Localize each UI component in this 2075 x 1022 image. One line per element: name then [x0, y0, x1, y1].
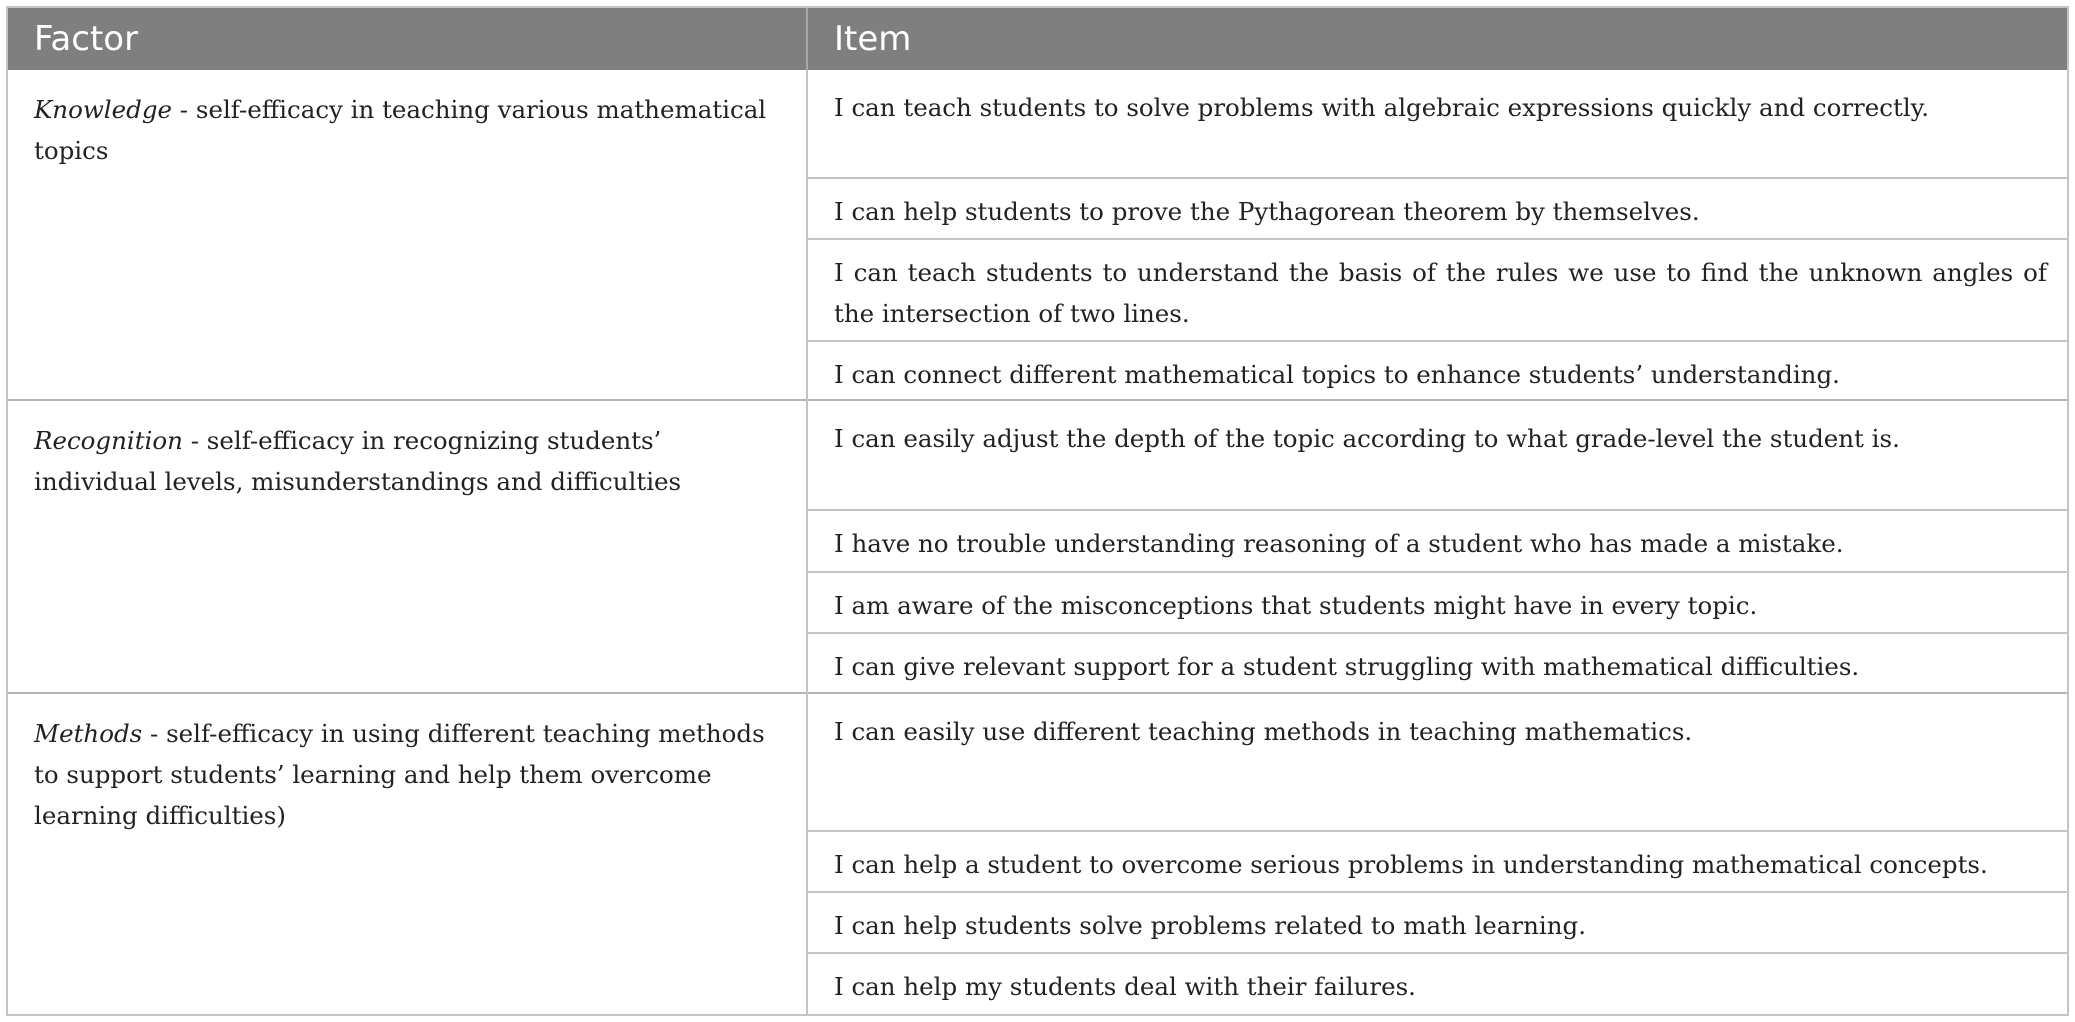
- header-factor: Factor: [34, 19, 139, 59]
- factor-name: Recognition: [34, 426, 183, 455]
- item-cell: I can connect different mathematical topics to enhance students’ understanding.: [808, 340, 2069, 400]
- factor-description: - self-efficacy in teaching various mathematical topics: [34, 95, 767, 165]
- item-cell: I can help a student to overcome serious problems in understanding mathematical concepts.: [808, 830, 2069, 891]
- header-divider: [806, 8, 808, 70]
- item-cell: I can help students to prove the Pythagorean theorem by themselves.: [808, 177, 2069, 238]
- table-header: [8, 8, 2067, 70]
- item-cell: I can easily adjust the depth of the topic according to what grade-level the student is.: [834, 424, 1900, 453]
- item-cell: I can help my students deal with their failures.: [808, 952, 2069, 1014]
- column-divider: [806, 70, 808, 1014]
- item-cell: I can teach students to understand the basis of the rules we use to find the unknown angles of the intersection of two lines.: [808, 238, 2069, 340]
- factor-cell: [34, 420, 784, 502]
- factor-cell: [34, 713, 784, 836]
- item-cell: I can easily use different teaching methods in teaching mathematics.: [834, 717, 1693, 746]
- factor-name: Methods: [34, 719, 143, 748]
- item-cell: I am aware of the misconceptions that students might have in every topic.: [808, 571, 2069, 632]
- item-cell: I can help students solve problems related to math learning.: [808, 891, 2069, 952]
- factor-group-recognition: [8, 401, 2067, 693]
- item-cell: I can give relevant support for a student struggling with mathematical difficulties.: [808, 632, 2069, 693]
- factor-description: - self-efficacy in using different teaching methods to support students’ learning and help them overcome learning difficulties): [34, 719, 765, 830]
- factor-description: - self-efficacy in recognizing students’ individual levels, misunderstandings and difficulties: [34, 426, 682, 496]
- factor-cell: [34, 89, 784, 171]
- item-cell: I have no trouble understanding reasoning of a student who has made a mistake.: [808, 509, 2069, 571]
- item-cell: I can teach students to solve problems with algebraic expressions quickly and correctly.: [834, 93, 1930, 122]
- self-efficacy-table: [6, 6, 2069, 1016]
- factor-name: Knowledge: [34, 95, 173, 124]
- factor-group-knowledge: [8, 70, 2067, 400]
- factor-group-methods: [8, 694, 2067, 1014]
- header-item: Item: [834, 19, 912, 59]
